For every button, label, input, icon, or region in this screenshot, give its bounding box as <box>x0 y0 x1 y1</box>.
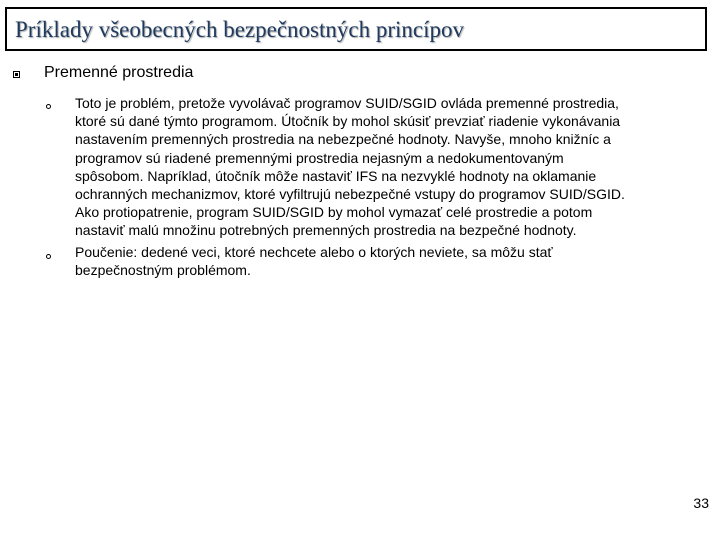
ring-bullet-icon <box>46 254 51 259</box>
paragraph-line: Poučenie: dedené veci, ktoré nechcete alebo o ktorých neviete, sa môžu stať <box>75 244 553 260</box>
ring-bullet-icon <box>46 104 51 109</box>
slide-title: Príklady všeobecných bezpečnostných princípov <box>15 17 465 42</box>
paragraph-line: nastaviť malú množinu potrebných premenných prostredia na bezpečné hodnoty. <box>75 222 577 239</box>
page-number: 33 <box>693 495 709 511</box>
square-bullet-icon <box>13 71 20 78</box>
paragraph-line: bezpečnostným problémom. <box>75 262 251 279</box>
paragraph-line: Toto je problém, pretože vyvolávač programov SUID/SGID ovláda premenné prostredia, <box>75 95 619 111</box>
sub-bullet-paragraph <box>75 243 715 279</box>
paragraph-line: spôsobom. Napríklad, útočník môže nastaviť IFS na nezvyklé hodnoty na oklamanie <box>75 167 597 184</box>
slide-title-box <box>5 7 707 51</box>
paragraph-line: Ako protiopatrenie, program SUID/SGID by mohol vymazať celé prostredie a potom <box>75 204 593 221</box>
paragraph-line: ktoré sú dané týmto programom. Útočník by mohol skúsiť prevziať riadenie vykonávania <box>75 113 621 130</box>
paragraph-line: programov sú riadené premennými prostredia nejasným a nedokumentovaným <box>75 149 564 166</box>
paragraph-line: nastavením premenných prostredia na nebezpečné hodnoty. Navyše, mnoho knižníc a <box>75 131 611 148</box>
bullet-heading: Premenné prostredia <box>44 64 194 81</box>
sub-bullet-paragraph <box>75 94 715 240</box>
paragraph-line: ochranných mechanizmov, ktoré vyfiltrujú nebezpečné vstupy do programov SUID/SGID. <box>75 186 625 203</box>
